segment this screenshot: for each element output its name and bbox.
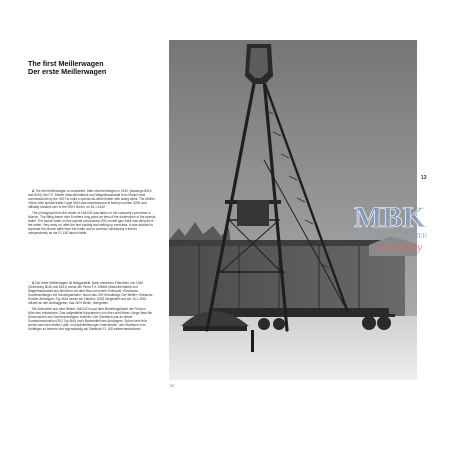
page-title [28, 60, 106, 77]
watermark-brand: MBK [354, 201, 426, 234]
caption-english [28, 189, 156, 237]
watermark-line2: Germany [377, 240, 423, 254]
title-english: The first Meillerwagen [28, 59, 104, 68]
watermark-logo [340, 195, 440, 265]
footer-label: XX [170, 384, 175, 388]
watermark-line1: MODELLBAU KÖRNER [352, 232, 428, 240]
text-column [24, 40, 160, 400]
caption-german [28, 281, 156, 333]
title-german: Der erste Meillerwagen [28, 67, 107, 77]
page-number: 13 [421, 175, 427, 181]
caption-english-paragraph: The photograph from the winter of 1941/42 was taken on the company's premises in Munich. The lifting frame over 8 meters long gives an idea of the dimensions of the special trailer. The launch table on this special construction (SK) model type MA4 was still part of the trailer. Very early on, after the first loading and setting up exercises, it was decided to separate the launch table from the trailer and to continue developing it further independently as the FL 160 launch table. [28, 210, 156, 236]
caption-english-paragraph: A The first Meillerwagen is completed. After several designs in 1940, (drawings 8016 and 8161) the F.X. Meiller Maschinenfabrik und Wagenbauanstalt from Munich was commissioned by the OKH to build a special six-wheel trailer with swing axles. The Meiller »three-axle special trailer« type MA4 was manufactured at factory number 5253 and officially handed over to the OKH, Berlin, on 16.1.1942. [28, 189, 155, 210]
caption-german-paragraph: Die Aufnahme aus dem Winter 1941/42 ist auf dem Betriebsgelände der Firma in München entstanden. Das aufgestellte Kipprahmen von über acht Meter Länge lässt die Dimensionen des Sonderanhängers erahnen. Der Starttisch war an dieser Sonderkonstruktion (SK) Typ MA4 noch Bestandteil des Anhängers. Schon sehr früh wurde nach den ersten Lade- und Aufstellübungen entschieden, den Starttisch vom Anhänger zu trennen und eigenständig als Starttisch FL 160 weiterzuentwickeln. [28, 306, 153, 332]
caption-german-paragraph: A Der erste Meillerwagen ist fertiggestellt. Nach mehreren Entwürfen von 1940 (Zeichnung 8016 und 8161) wurde die Firma F.X. Meiller Maschinenfabrik und Wagenbauanstalt aus München mit dem Bau von einem Exemplar »Sechsrad-Sonderanhänger mit Schwingachsen« durch das OKH beauftragt. Der Meiller »Dreiachs-Sonder-Anhänger« Typ MA4 wurde als Fabriknr. 5253 hergestellt und am 16.1.1942 offiziell an den Auftraggeber, das OKH Berlin, übergeben. [28, 281, 154, 306]
